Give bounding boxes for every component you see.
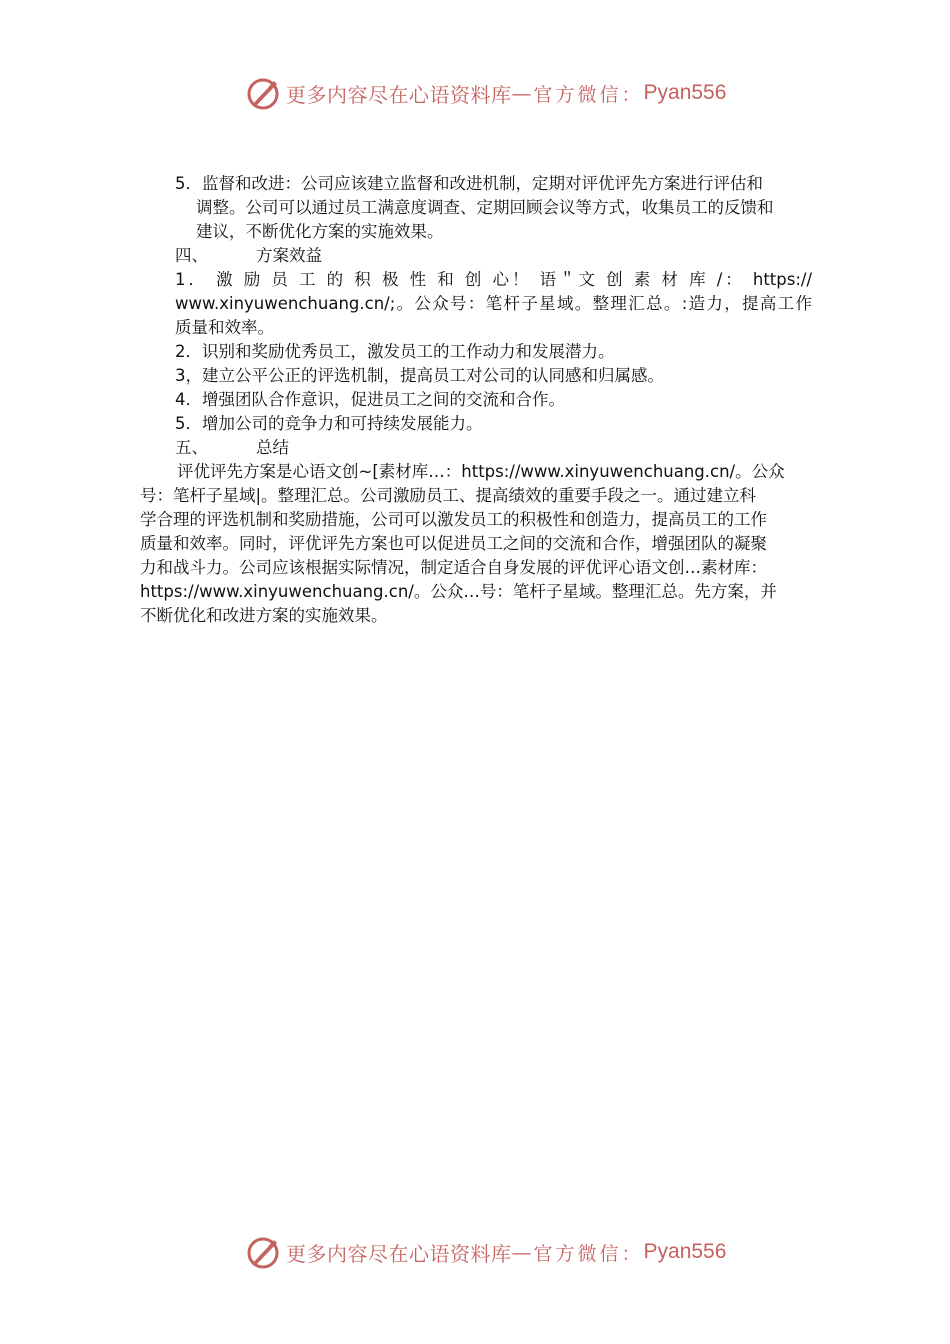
section-5-number: 五、 (175, 438, 208, 457)
banner-dash: — (511, 1240, 532, 1264)
section-4-heading (140, 244, 812, 268)
benefit-1-line-3: 质量和效率。 (175, 318, 274, 337)
benefit-1-line-1: 1． 激 励 员 工 的 积 极 性 和 创 心！ 语＂文 创 素 材 库 /： https:// (175, 270, 812, 289)
summary-line-2: 号：笔杆子星域|。整理汇总。公司激励员工、提高绩效的重要手段之一。通过建立科 (140, 486, 757, 505)
summary-line-7: 不断优化和改进方案的实施效果。 (140, 606, 388, 625)
item-5-line-2: 调整。公司可以通过员工满意度调查、定期回顾会议等方式，收集员工的反馈和 (196, 198, 774, 217)
item-5-line-1: 5．监督和改进：公司应该建立监督和改进机制，定期对评优评先方案进行评估和 (175, 174, 763, 193)
benefit-3: 3，建立公平公正的评选机制，提高员工对公司的认同感和归属感。 (175, 366, 664, 385)
benefit-4: 4．增强团队合作意识，促进员工之间的交流和合作。 (175, 390, 565, 409)
quill-logo-icon (246, 1234, 282, 1270)
summary-line-6: https://www.xinyuwenchuang.cn/。公众…号：笔杆子星域。整理汇总。先方案，并 (140, 582, 777, 601)
footer-banner (246, 1232, 726, 1272)
benefit-2: 2．识别和奖励优秀员工，激发员工的工作动力和发展潜力。 (175, 342, 615, 361)
banner-dash: — (511, 81, 532, 105)
banner-wechat-label: 官方微信： (533, 83, 644, 106)
benefit-5: 5．增加公司的竞争力和可持续发展能力。 (175, 414, 483, 433)
banner-text: 更多内容尽在心语资料库 (286, 1241, 512, 1266)
document-body (140, 172, 812, 628)
banner-wechat-label: 官方微信： (533, 1242, 644, 1265)
section-4-number: 四、 (175, 246, 208, 265)
benefit-1-line-2: www.xinyuwenchuang.cn/;。公众号：笔杆子星域。整理汇总。:造力，提高工作 (175, 294, 812, 313)
quill-logo-icon (246, 75, 282, 111)
banner-text: 更多内容尽在心语资料库 (286, 82, 512, 107)
banner-wechat-id: Pyan556 (643, 1240, 727, 1263)
section-5-title: 总结 (256, 438, 289, 457)
banner-wechat-id: Pyan556 (643, 81, 727, 104)
item-5-line-3: 建议，不断优化方案的实施效果。 (196, 222, 444, 241)
summary-line-1: 评优评先方案是心语文创~[素材库…：https://www.xinyuwenchuang.cn/。公众 (177, 462, 785, 481)
summary-line-5: 力和战斗力。公司应该根据实际情况，制定适合自身发展的评优评心语文创…素材库： (140, 558, 767, 577)
summary-line-4: 质量和效率。同时，评优评先方案也可以促进员工之间的交流和合作，增强团队的凝聚 (140, 534, 767, 553)
section-5-heading (140, 436, 812, 460)
section-4-title: 方案效益 (256, 246, 322, 265)
header-banner (246, 73, 726, 113)
summary-line-3: 学合理的评选机制和奖励措施，公司可以激发员工的积极性和创造力，提高员工的工作 (140, 510, 767, 529)
